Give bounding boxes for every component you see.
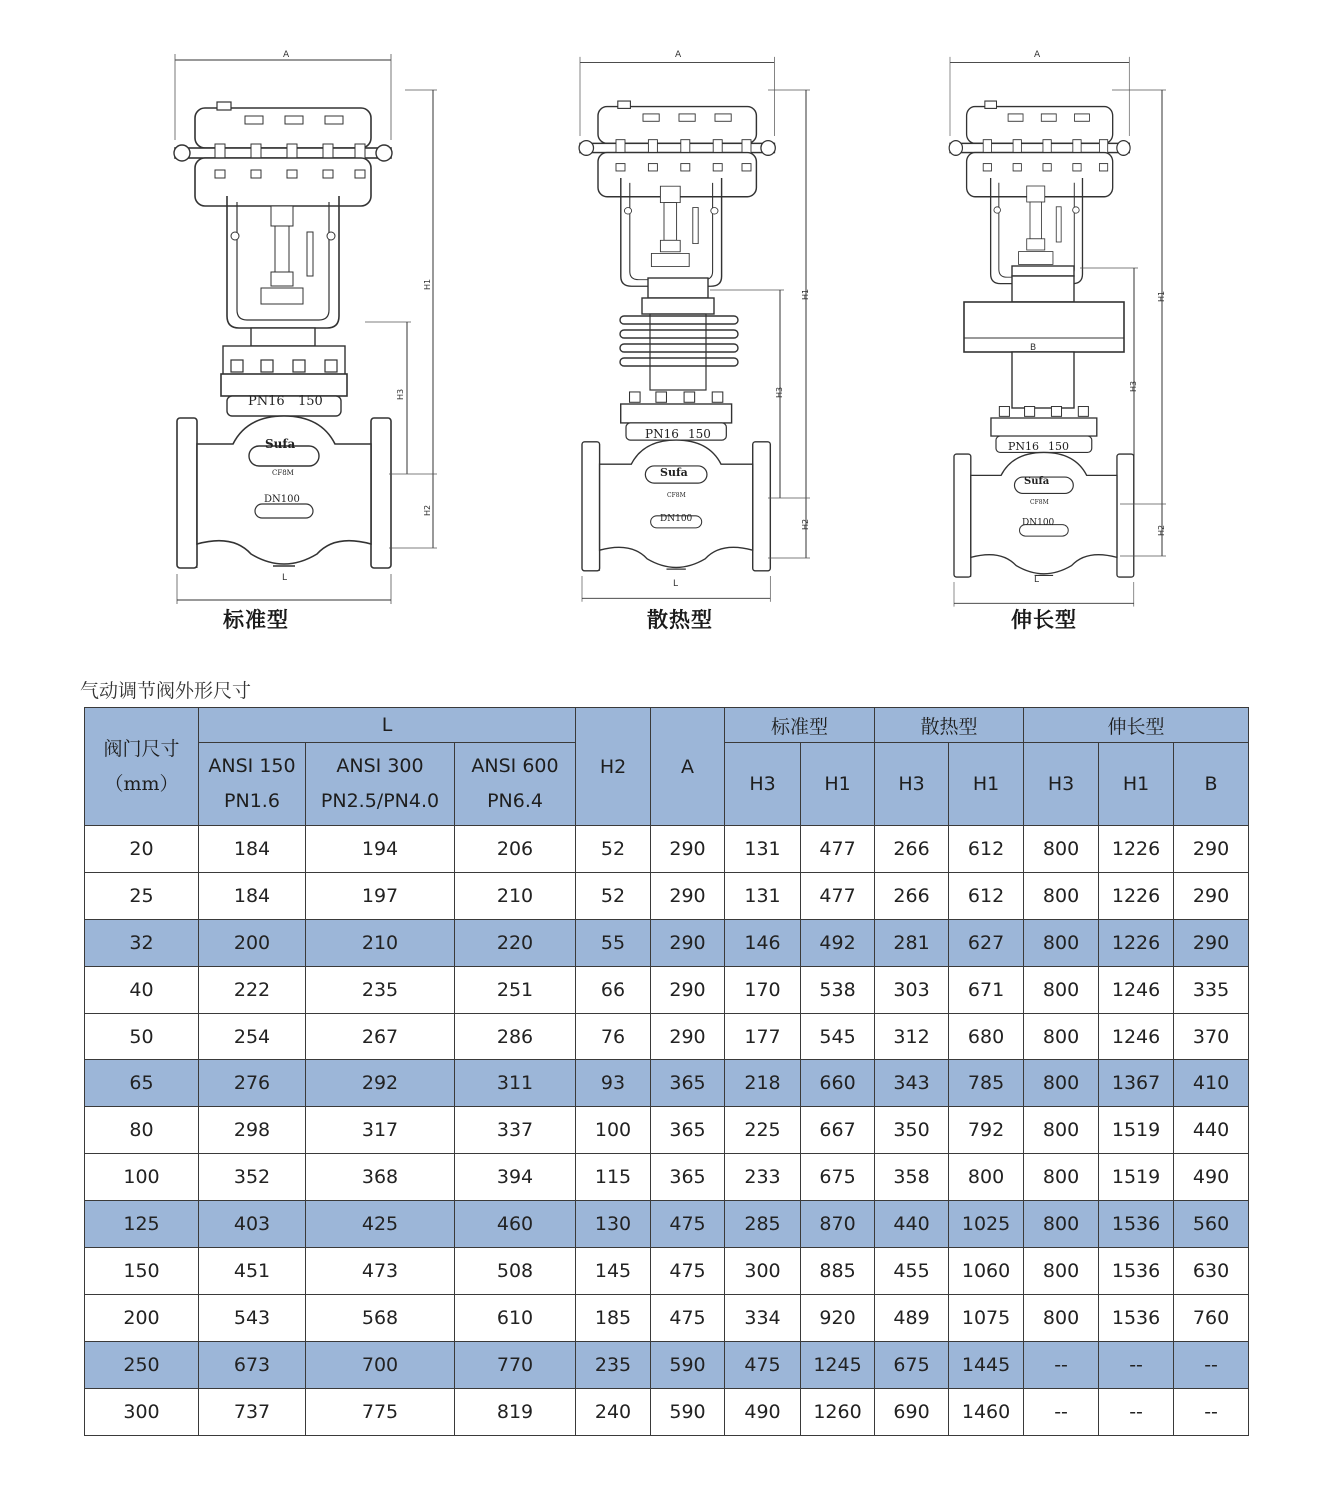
- table-cell: 800: [1024, 1154, 1099, 1201]
- table-cell: --: [1024, 1388, 1099, 1435]
- table-cell: 1060: [949, 1248, 1024, 1295]
- header-ansi150: [199, 743, 306, 826]
- header-ext-h3: H3: [1024, 743, 1099, 826]
- table-cell: 538: [801, 966, 875, 1013]
- table-cell: 1536: [1099, 1201, 1174, 1248]
- dim-h3-label: H3: [775, 386, 784, 398]
- table-cell: 819: [455, 1388, 576, 1435]
- table-cell: 477: [801, 872, 875, 919]
- table-cell: 1445: [949, 1341, 1024, 1388]
- label-standard: 标准型: [223, 608, 289, 632]
- table-cell: 52: [576, 872, 651, 919]
- header-ansi150-line2: PN1.6: [224, 790, 280, 812]
- table-cell: 1460: [949, 1388, 1024, 1435]
- table-cell: 760: [1174, 1294, 1249, 1341]
- table-cell: 290: [651, 826, 725, 873]
- dim-h1-label: H1: [423, 278, 432, 290]
- header-ansi300: [306, 743, 455, 826]
- table-cell: 311: [455, 1060, 576, 1107]
- header-ansi150-line1: ANSI 150: [208, 755, 296, 777]
- table-cell: 800: [1024, 1294, 1099, 1341]
- header-standard: 标准型: [725, 708, 875, 743]
- header-std-h3: H3: [725, 743, 801, 826]
- nameplate-rating: 150: [298, 394, 323, 409]
- table-cell: 50: [85, 1013, 199, 1060]
- table-cell: 276: [199, 1060, 306, 1107]
- dim-b-label: B: [1030, 343, 1037, 353]
- table-cell: 115: [576, 1154, 651, 1201]
- table-cell: 1226: [1099, 872, 1174, 919]
- dim-h2-label: H2: [1157, 524, 1166, 536]
- table-cell: 290: [651, 872, 725, 919]
- table-cell: 290: [651, 966, 725, 1013]
- table-cell: 250: [85, 1341, 199, 1388]
- table-cell: 55: [576, 919, 651, 966]
- table-cell: 358: [875, 1154, 949, 1201]
- table-row: [85, 1341, 1249, 1388]
- table-cell: 460: [455, 1201, 576, 1248]
- table-cell: 508: [455, 1248, 576, 1295]
- table-cell: 235: [576, 1341, 651, 1388]
- table-cell: 343: [875, 1060, 949, 1107]
- drawing-standard: [174, 54, 437, 604]
- table-cell: 290: [1174, 872, 1249, 919]
- table-cell: 425: [306, 1201, 455, 1248]
- dim-h2-label: H2: [423, 504, 432, 516]
- table-cell: 40: [85, 966, 199, 1013]
- table-cell: 475: [725, 1341, 801, 1388]
- table-cell: 800: [1024, 872, 1099, 919]
- table-cell: 920: [801, 1294, 875, 1341]
- table-row: [85, 919, 1249, 966]
- table-cell: 337: [455, 1107, 576, 1154]
- label-heat: 散热型: [647, 608, 713, 632]
- table-cell: 885: [801, 1248, 875, 1295]
- dim-a-label: A: [283, 50, 290, 60]
- table-cell: 184: [199, 826, 306, 873]
- table-cell: 317: [306, 1107, 455, 1154]
- nameplate-size: DN100: [1022, 518, 1055, 528]
- table-cell: 800: [1024, 1248, 1099, 1295]
- drawing-extended: [949, 57, 1166, 607]
- dim-a-label: A: [675, 50, 682, 60]
- header-heat-h3: H3: [875, 743, 949, 826]
- header-ansi300-line2: PN2.5/PN4.0: [320, 790, 440, 812]
- nameplate-rating: 150: [688, 427, 711, 441]
- nameplate-material: CF8M: [272, 469, 294, 477]
- table-cell: 590: [651, 1388, 725, 1435]
- nameplate-brand: Sufa: [1024, 476, 1050, 487]
- table-cell: 1025: [949, 1201, 1024, 1248]
- table-cell: 1245: [801, 1341, 875, 1388]
- header-std-h1: H1: [801, 743, 875, 826]
- table-cell: --: [1024, 1341, 1099, 1388]
- table-cell: 220: [455, 919, 576, 966]
- table-cell: 1536: [1099, 1248, 1174, 1295]
- table-cell: 25: [85, 872, 199, 919]
- table-cell: 1075: [949, 1294, 1024, 1341]
- table-cell: 700: [306, 1341, 455, 1388]
- table-cell: 490: [725, 1388, 801, 1435]
- table-title: 气动调节阀外形尺寸: [80, 680, 252, 702]
- header-ansi300-line1: ANSI 300: [336, 755, 424, 777]
- table-cell: 800: [949, 1154, 1024, 1201]
- table-cell: 146: [725, 919, 801, 966]
- table-cell: 800: [1024, 826, 1099, 873]
- table-cell: 125: [85, 1201, 199, 1248]
- table-cell: 671: [949, 966, 1024, 1013]
- table-cell: 475: [651, 1248, 725, 1295]
- table-cell: 292: [306, 1060, 455, 1107]
- dim-h1-label: H1: [1157, 290, 1166, 302]
- table-cell: 455: [875, 1248, 949, 1295]
- table-row: [85, 1201, 1249, 1248]
- table-cell: 560: [1174, 1201, 1249, 1248]
- table-cell: 1246: [1099, 1013, 1174, 1060]
- dim-a-label: A: [1034, 50, 1041, 60]
- table-cell: 477: [801, 826, 875, 873]
- table-cell: 690: [875, 1388, 949, 1435]
- valve-drawings-svg: [0, 0, 1332, 650]
- header-heat: 散热型: [875, 708, 1024, 743]
- table-cell: 800: [1024, 1107, 1099, 1154]
- table-cell: --: [1174, 1388, 1249, 1435]
- table-cell: 612: [949, 872, 1024, 919]
- table-cell: 440: [1174, 1107, 1249, 1154]
- table-cell: 200: [85, 1294, 199, 1341]
- table-cell: 254: [199, 1013, 306, 1060]
- table-cell: 800: [1024, 1060, 1099, 1107]
- table-cell: 235: [306, 966, 455, 1013]
- header-extended: 伸长型: [1024, 708, 1249, 743]
- table-cell: 290: [1174, 826, 1249, 873]
- header-size-line1: 阀门尺寸: [103, 737, 180, 760]
- table-cell: 131: [725, 872, 801, 919]
- table-row: [85, 1388, 1249, 1435]
- drawing-heat: [579, 57, 810, 602]
- table-cell: 200: [199, 919, 306, 966]
- table-cell: 218: [725, 1060, 801, 1107]
- table-cell: 100: [576, 1107, 651, 1154]
- table-cell: 131: [725, 826, 801, 873]
- table-cell: 334: [725, 1294, 801, 1341]
- table-row: [85, 1248, 1249, 1295]
- dim-h3-label: H3: [396, 388, 405, 400]
- table-cell: 370: [1174, 1013, 1249, 1060]
- table-cell: 1519: [1099, 1107, 1174, 1154]
- nameplate-pn: PN16: [645, 427, 679, 441]
- dim-l-label: L: [282, 573, 288, 583]
- table-row: [85, 872, 1249, 919]
- valve-drawings: [0, 0, 1332, 650]
- table-cell: 20: [85, 826, 199, 873]
- table-cell: 612: [949, 826, 1024, 873]
- dim-l-label: L: [673, 579, 679, 589]
- table-cell: 210: [306, 919, 455, 966]
- table-cell: 100: [85, 1154, 199, 1201]
- table-cell: 290: [651, 1013, 725, 1060]
- table-cell: 492: [801, 919, 875, 966]
- table-cell: 206: [455, 826, 576, 873]
- table-cell: 281: [875, 919, 949, 966]
- table-cell: 800: [1024, 966, 1099, 1013]
- label-extended: 伸长型: [1011, 608, 1077, 632]
- table-cell: 210: [455, 872, 576, 919]
- table-cell: 267: [306, 1013, 455, 1060]
- table-cell: 290: [651, 919, 725, 966]
- nameplate-size: DN100: [660, 514, 693, 524]
- header-h2: H2: [576, 708, 651, 826]
- table-cell: 266: [875, 826, 949, 873]
- table-cell: 194: [306, 826, 455, 873]
- table-cell: 184: [199, 872, 306, 919]
- table-cell: 475: [651, 1201, 725, 1248]
- table-cell: 185: [576, 1294, 651, 1341]
- header-size-line2: （mm）: [104, 772, 179, 795]
- table-cell: --: [1174, 1341, 1249, 1388]
- table-cell: 568: [306, 1294, 455, 1341]
- table-row: [85, 966, 1249, 1013]
- table-cell: 475: [651, 1294, 725, 1341]
- table-cell: 675: [875, 1341, 949, 1388]
- table-cell: 1246: [1099, 966, 1174, 1013]
- table-cell: 1519: [1099, 1154, 1174, 1201]
- table-cell: 240: [576, 1388, 651, 1435]
- dim-l-label: L: [1034, 575, 1040, 585]
- table-cell: 440: [875, 1201, 949, 1248]
- table-row: [85, 1154, 1249, 1201]
- table-cell: 350: [875, 1107, 949, 1154]
- table-cell: 150: [85, 1248, 199, 1295]
- table-cell: 145: [576, 1248, 651, 1295]
- table-cell: --: [1099, 1388, 1174, 1435]
- table-cell: 394: [455, 1154, 576, 1201]
- table-cell: 65: [85, 1060, 199, 1107]
- header-ext-h1: H1: [1099, 743, 1174, 826]
- table-cell: 197: [306, 872, 455, 919]
- table-cell: 80: [85, 1107, 199, 1154]
- header-ext-b: B: [1174, 743, 1249, 826]
- header-ansi600-line2: PN6.4: [487, 790, 543, 812]
- nameplate-brand: Sufa: [265, 437, 296, 451]
- table-cell: 365: [651, 1154, 725, 1201]
- table-cell: 489: [875, 1294, 949, 1341]
- table-cell: 312: [875, 1013, 949, 1060]
- table-row: [85, 1060, 1249, 1107]
- table-cell: 352: [199, 1154, 306, 1201]
- table-cell: 335: [1174, 966, 1249, 1013]
- table-cell: 285: [725, 1201, 801, 1248]
- nameplate-size: DN100: [264, 494, 300, 505]
- table-cell: 286: [455, 1013, 576, 1060]
- table-cell: 870: [801, 1201, 875, 1248]
- table-cell: 300: [85, 1388, 199, 1435]
- nameplate-brand: Sufa: [660, 466, 688, 479]
- table-cell: 365: [651, 1107, 725, 1154]
- dim-h3-label: H3: [1129, 380, 1138, 392]
- table-cell: 251: [455, 966, 576, 1013]
- table-cell: 368: [306, 1154, 455, 1201]
- table-cell: --: [1099, 1341, 1174, 1388]
- nameplate-pn: PN16: [1008, 440, 1040, 453]
- table-cell: 1260: [801, 1388, 875, 1435]
- nameplate-pn: PN16: [248, 394, 285, 409]
- header-heat-h1: H1: [949, 743, 1024, 826]
- table-cell: 1226: [1099, 919, 1174, 966]
- table-cell: 170: [725, 966, 801, 1013]
- table-cell: 800: [1024, 1013, 1099, 1060]
- table-cell: 590: [651, 1341, 725, 1388]
- table-cell: 66: [576, 966, 651, 1013]
- table-cell: 775: [306, 1388, 455, 1435]
- table-row: [85, 1013, 1249, 1060]
- table-cell: 610: [455, 1294, 576, 1341]
- table-cell: 298: [199, 1107, 306, 1154]
- table-cell: 490: [1174, 1154, 1249, 1201]
- nameplate-material: CF8M: [667, 492, 686, 499]
- table-body: [85, 826, 1249, 1436]
- table-cell: 627: [949, 919, 1024, 966]
- nameplate-rating: 150: [1048, 440, 1069, 453]
- table-cell: 473: [306, 1248, 455, 1295]
- table-cell: 300: [725, 1248, 801, 1295]
- table-cell: 800: [1024, 919, 1099, 966]
- table-cell: 543: [199, 1294, 306, 1341]
- table-cell: 1536: [1099, 1294, 1174, 1341]
- table-cell: 403: [199, 1201, 306, 1248]
- table-cell: 660: [801, 1060, 875, 1107]
- table-cell: 737: [199, 1388, 306, 1435]
- nameplate-material: CF8M: [1030, 499, 1049, 506]
- table-cell: 630: [1174, 1248, 1249, 1295]
- table-cell: 800: [1024, 1201, 1099, 1248]
- table-cell: 673: [199, 1341, 306, 1388]
- table-cell: 233: [725, 1154, 801, 1201]
- header-l: L: [199, 708, 576, 743]
- table-cell: 177: [725, 1013, 801, 1060]
- table-row: [85, 1294, 1249, 1341]
- table-cell: 667: [801, 1107, 875, 1154]
- table-cell: 32: [85, 919, 199, 966]
- table-cell: 266: [875, 872, 949, 919]
- table-cell: 792: [949, 1107, 1024, 1154]
- table-cell: 222: [199, 966, 306, 1013]
- header-a: A: [651, 708, 725, 826]
- table-cell: 675: [801, 1154, 875, 1201]
- header-ansi600: [455, 743, 576, 826]
- table-cell: 365: [651, 1060, 725, 1107]
- dim-h2-label: H2: [801, 518, 810, 530]
- table-cell: 770: [455, 1341, 576, 1388]
- table-cell: 1226: [1099, 826, 1174, 873]
- table-cell: 93: [576, 1060, 651, 1107]
- dim-h1-label: H1: [801, 288, 810, 300]
- table-row: [85, 826, 1249, 873]
- table-cell: 410: [1174, 1060, 1249, 1107]
- table-cell: 451: [199, 1248, 306, 1295]
- table-cell: 52: [576, 826, 651, 873]
- dimensions-table: [84, 707, 1249, 1436]
- table-cell: 1367: [1099, 1060, 1174, 1107]
- table-cell: 680: [949, 1013, 1024, 1060]
- header-valve-size: [85, 708, 199, 826]
- header-ansi600-line1: ANSI 600: [471, 755, 559, 777]
- table-cell: 290: [1174, 919, 1249, 966]
- table-cell: 785: [949, 1060, 1024, 1107]
- table-cell: 225: [725, 1107, 801, 1154]
- table-row: [85, 1107, 1249, 1154]
- table-cell: 76: [576, 1013, 651, 1060]
- table-cell: 545: [801, 1013, 875, 1060]
- table-cell: 130: [576, 1201, 651, 1248]
- table-cell: 303: [875, 966, 949, 1013]
